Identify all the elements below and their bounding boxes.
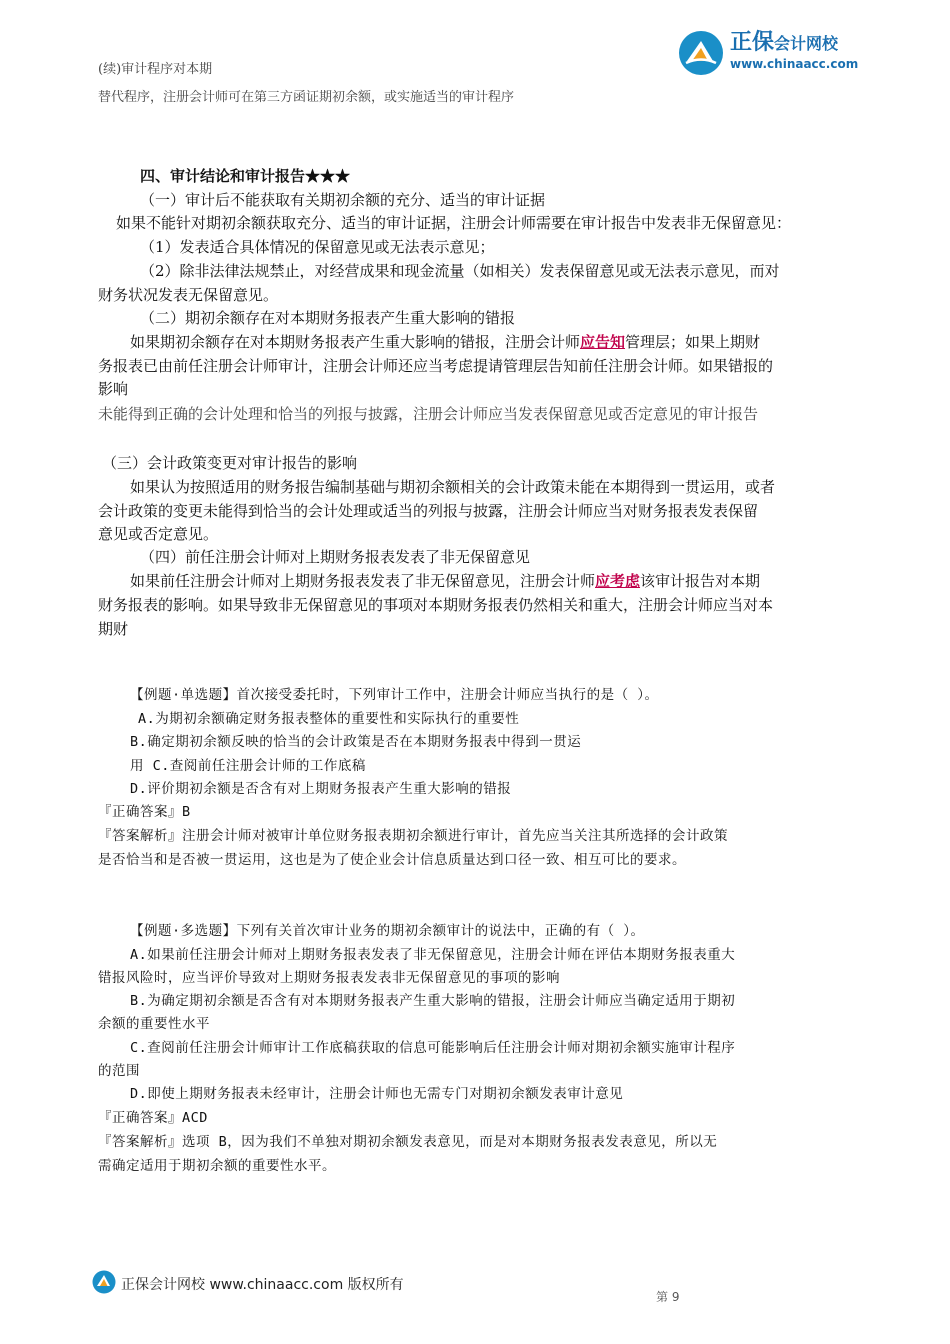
text-segment: 如果前任注册会计师对上期财务报表发表了非无保留意见，注册会计师 [130, 572, 596, 590]
section-heading: 四、审计结论和审计报告★★★ [140, 167, 351, 185]
paragraph-line: 如果认为按照适用的财务报告编制基础与期初余额相关的会计政策未能在本期得到一贯运用，或者 [130, 478, 776, 496]
option-c: C.查阅前任注册会计师审计工作底稿获取的信息可能影响后任注册会计师对期初余额实施审计程序 [130, 1040, 736, 1056]
option-b: B.为确定期初余额是否含有对本期财务报表产生重大影响的错报，注册会计师应当确定适用于期初 [130, 993, 736, 1009]
subsection-title-1: （一）审计后不能获取有关期初余额的充分、适当的审计证据 [140, 191, 546, 209]
example-question: 【例题·单选题】首次接受委托时，下列审计工作中，注册会计师应当执行的是（ ）。 [130, 687, 659, 703]
paragraph-line: 期财 [98, 620, 129, 638]
option-a: A.为期初余额确定财务报表整体的重要性和实际执行的重要性 [138, 711, 520, 727]
subsection-title-4: （四）前任注册会计师对上期财务报表发表了非无保留意见 [140, 548, 531, 566]
paragraph-line: 意见或否定意见。 [98, 525, 219, 543]
page-number: 第 9 [656, 1290, 680, 1304]
paragraph-line: 财务报表的影响。如果导致非无保留意见的事项对本期财务报表仍然相关和重大，注册会计师应当对本 [98, 596, 774, 614]
footer-copyright: 正保会计网校 www.chinaacc.com 版权所有 [121, 1277, 404, 1293]
cut-line: 未能得到正确的会计处理和恰当的列报与披露，注册会计师应当发表保留意见或否定意见的审计报告 [98, 405, 759, 423]
text-segment: 管理层；如果上期财 [625, 333, 761, 351]
option-b-cont: 用 C.查阅前任注册会计师的工作底稿 [130, 758, 366, 774]
header-cut-line-1: (续)审计程序对本期 [98, 62, 213, 77]
logo-url: www.chinaacc.com [730, 57, 859, 71]
paragraph-line: 影响 [98, 380, 129, 398]
list-item: （1）发表适合具体情况的保留意见或无法表示意见； [140, 238, 495, 256]
paragraph-line: 务报表已由前任注册会计师审计，注册会计师还应当考虑提请管理层告知前任注册会计师。如果错报的 [98, 357, 774, 375]
logo-sub-text: 会计网校 [774, 34, 839, 53]
option-b-cont: 余额的重要性水平 [98, 1016, 210, 1032]
logo-main-text: 正保 [730, 30, 775, 55]
correct-answer: 『正确答案』ACD [98, 1110, 208, 1126]
answer-analysis-cont: 是否恰当和是否被一贯运用，这也是为了使企业会计信息质量达到口径一致、相互可比的要求。 [98, 852, 686, 868]
option-b: B.确定期初余额反映的恰当的会计政策是否在本期财务报表中得到一贯运 [130, 734, 582, 750]
option-a: A.如果前任注册会计师对上期财务报表发表了非无保留意见，注册会计师在评估本期财务报表重大 [130, 947, 736, 963]
option-d: D.即使上期财务报表未经审计，注册会计师也无需专门对期初余额发表审计意见 [130, 1086, 624, 1102]
paragraph-line [130, 331, 760, 354]
paragraph-line: 如果不能针对期初余额获取充分、适当的审计证据，注册会计师需要在审计报告中发表非无保留意见： [116, 214, 792, 232]
text-segment: 如果期初余额存在对本期财务报表产生重大影响的错报，注册会计师 [130, 333, 581, 351]
text-segment: 该审计报告对本期 [640, 572, 761, 590]
correct-answer: 『正确答案』B [98, 804, 191, 820]
answer-analysis-cont: 需确定适用于期初余额的重要性水平。 [98, 1158, 336, 1174]
answer-analysis: 『答案解析』注册会计师对被审计单位财务报表期初余额进行审计，首先应当关注其所选择的会计政策 [98, 828, 728, 844]
list-item-cont: 财务状况发表无保留意见。 [98, 286, 279, 304]
list-item: （2）除非法律法规禁止，对经营成果和现金流量（如相关）发表保留意见或无法表示意见，而对 [140, 262, 780, 280]
paragraph-line: 会计政策的变更未能得到恰当的会计处理或适当的列报与披露，注册会计师应当对财务报表发表保留 [98, 502, 759, 520]
brand-logo [678, 28, 868, 78]
subsection-title-2: （二）期初余额存在对本期财务报表产生重大影响的错报 [140, 309, 516, 327]
header-cut-line-2: 替代程序，注册会计师可在第三方函证期初余额，或实施适当的审计程序 [98, 90, 515, 105]
highlight-term: 应考虑 [595, 572, 641, 590]
example-question: 【例题·多选题】下列有关首次审计业务的期初余额审计的说法中，正确的有（ ）。 [130, 923, 645, 939]
footer-logo-icon [92, 1270, 116, 1294]
option-c-cont: 的范围 [98, 1063, 140, 1079]
option-d: D.评价期初余额是否含有对上期财务报表产生重大影响的错报 [130, 781, 512, 797]
subsection-title-3: （三）会计政策变更对审计报告的影响 [102, 454, 358, 472]
brand-logo-icon [678, 30, 724, 76]
option-a-cont: 错报风险时，应当评价导致对上期财务报表发表非无保留意见的事项的影响 [98, 970, 560, 986]
highlight-term: 应告知 [580, 333, 626, 351]
paragraph-line [130, 570, 760, 593]
answer-analysis: 『答案解析』选项 B，因为我们不单独对期初余额发表意见，而是对本期财务报表发表意见，所以无 [98, 1134, 718, 1150]
